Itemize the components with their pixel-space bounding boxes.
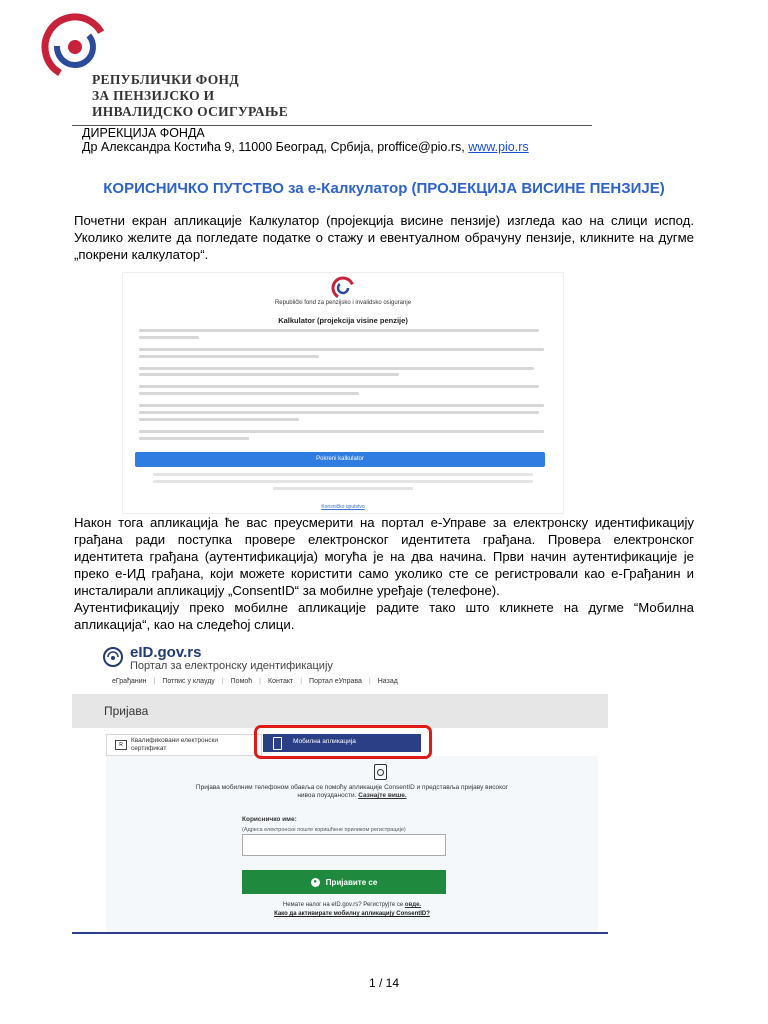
text-line [139,373,399,376]
no-account-label: Немате налог на eID.gov.rs? Региструјте се [282,902,404,908]
register-link[interactable]: овде. [404,902,422,908]
nav-contact[interactable]: Контакт [268,678,294,685]
tab-mobile-app-label: Мобилна апликација [293,738,356,745]
paragraph-redirect-text: Након тога апликација ће вас преусмерити на портал е-Управе за електронску идентификацију грађана ради поступка провере електронског идентитета грађана. Провера електронског идентитета грађана (аутентификација) могућа је на два начина. Први начин аутентификације је преко е-ИД грађана, који можете користити само уколико сте се регистровали као е-Грађанин и инсталирали апликацију „ConsentID“ за мобилне уређаје (телефоне). [74,515,694,598]
user-guide-link[interactable]: Korisničko uputstvo [321,504,365,510]
eid-portal-screenshot [72,638,608,934]
nav-egradjanin[interactable]: еГрађанин [112,678,147,685]
text-line [153,473,533,476]
text-line [139,404,544,407]
org-line-2: ЗА ПЕНЗИЈСКО И [92,88,215,103]
start-calculator-button[interactable]: Pokreni kalkulator [135,452,545,467]
calc-title: Kalkulator (projekcija visine penzije) [278,316,408,325]
learn-more-link[interactable]: Сазнајте више. [358,792,407,799]
username-hint: (Адреса електронске поште коришћене приликом регистрације) [242,827,406,833]
login-button-label: Пријавите се [325,877,378,887]
text-line [139,355,319,358]
howto-activate-link[interactable]: Како да активирате мобилну апликацију ConsentID? [274,911,430,917]
text-line [273,487,413,490]
fund-logo-icon [330,275,356,301]
org-name [92,72,288,120]
login-icon: ● [311,878,320,887]
text-line [139,430,544,433]
mobile-login-description [192,784,512,800]
tab-certificate-label [131,737,218,753]
mobile-app-icon-dot [377,769,384,776]
page-number: 1 / 14 [368,976,400,990]
text-line [139,437,249,440]
certificate-icon: R [115,740,127,750]
directorate-title: ДИРЕКЦИЈА ФОНДА [82,126,205,140]
paragraph-redirect [74,514,694,633]
description-text: Пријава мобилним телефоном обавља се помоћу апликације ConsentID и представља пријаву високог нивоа поузданости. [195,784,509,799]
eid-brand: eID.gov.rs [130,644,202,661]
tab-certificate-line2: сертификат [131,745,167,752]
text-line [139,367,534,370]
eid-nav: еГрађанин | Потпис у клауду | Помоћ | Контакт | Портал еУправа | Назад [112,678,398,685]
document-title: КОРИСНИЧКО ПУТСТВО за е-Калкулатор (ПРОЈЕКЦИЈА ВИСИНЕ ПЕНЗИЈЕ) [103,180,665,197]
text-line [139,329,539,332]
username-label: Корисничко име: [242,816,297,823]
website-link[interactable]: www.pio.rs [468,140,529,154]
nav-back[interactable]: Назад [377,678,398,685]
paragraph-mobile-text: Аутентификацију преко мобилне апликације радите тако што кликнете на дугме “Мобилна апликација“, као на следећој слици. [74,600,694,632]
text-line [139,336,199,339]
calculator-screenshot [122,272,564,514]
text-line [153,480,533,483]
login-button[interactable] [242,870,446,894]
nav-help[interactable]: Помоћ [230,678,253,685]
tab-certificate-line1: Квалификовани електронски [131,737,218,744]
text-line [139,385,539,388]
text-line [139,411,539,414]
paragraph-intro: Почетни екран апликације Калкулатор (пројекција висине пензије) изгледа као на слици испод. Уколико желите да погледате податке о стажу и евентуалном обрачуну пензије, кликните на дугме „покрени калкулатор“. [74,213,694,262]
nav-cloud-signature[interactable]: Потпис у клауду [162,678,215,685]
eid-logo-icon [102,646,124,668]
text-line [139,348,544,351]
username-input[interactable] [242,834,446,856]
directorate-address [82,140,529,154]
highlight-box [254,725,432,759]
text-line [139,418,299,421]
address-text: Др Александра Костића 9, 11000 Београд, Србија, proffice@pio.rs, [82,140,465,154]
text-line [139,392,359,395]
no-account-text [192,902,512,908]
login-heading-bar [72,694,608,728]
org-line-3: ИНВАЛИДСКО ОСИГУРАЊЕ [92,104,289,119]
eid-subtitle: Портал за електронску идентификацију [130,660,333,672]
calc-fund-name: Republički fond za penzijsko i invalidsko osiguranje [274,300,412,306]
nav-euprava-portal[interactable]: Портал еУправа [309,678,362,685]
tab-certificate[interactable] [106,734,262,756]
login-heading: Пријава [104,704,149,718]
org-line-1: РЕПУБЛИЧКИ ФОНД [92,72,239,87]
